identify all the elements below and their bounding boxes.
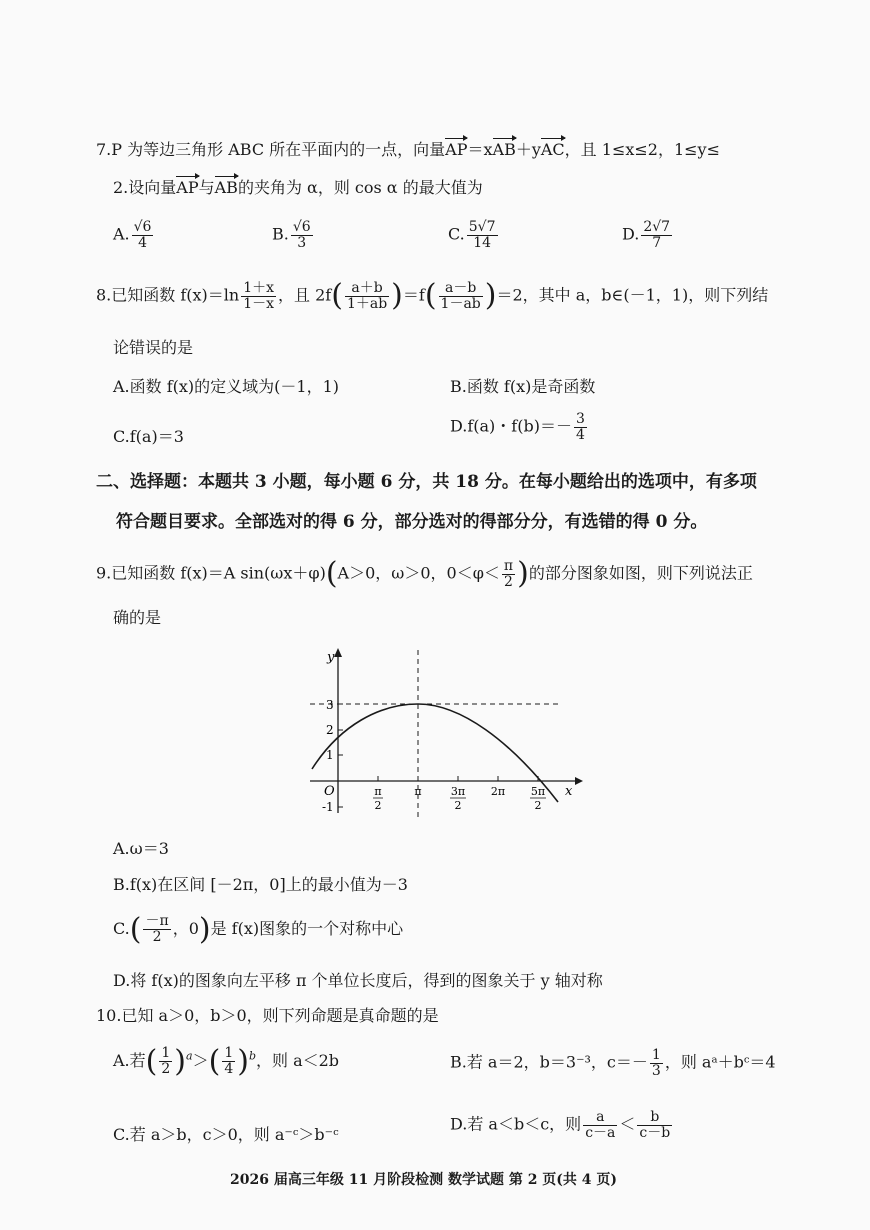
q10-option-c: C.若 a＞b，c＞0，则 a⁻ᶜ＞b⁻ᶜ bbox=[113, 1125, 339, 1144]
q9-option-a: A.ω＝3 bbox=[113, 839, 169, 858]
svg-text:π: π bbox=[414, 785, 422, 798]
section2-heading-line1: 二、选择题：本题共 3 小题，每小题 6 分，共 18 分。在每小题给出的选项中，有多项 bbox=[96, 472, 757, 492]
svg-text:3π: 3π bbox=[450, 785, 466, 798]
x-axis-arrow bbox=[575, 777, 583, 785]
y-axis-label: y bbox=[327, 650, 335, 665]
x-tick-pi bbox=[414, 785, 421, 798]
q9-line2: 确的是 bbox=[113, 608, 162, 627]
q9-option-b: B.f(x)在区间 [－2π，0]上的最小值为－3 bbox=[113, 875, 408, 894]
q7-option-c: C. $\frac{5√7}{14}$ bbox=[448, 219, 496, 251]
q9-line1: 9.已知函数 f(x)＝A sin(ωx＋φ)(A＞0，ω＞0，0＜φ＜ $\frac{\pi}{2}$ )的部分图象如图，则下列说法正 bbox=[96, 556, 753, 591]
x-axis-label: x bbox=[565, 784, 573, 799]
q8-option-a: A.函数 f(x)的定义域为(－1，1) bbox=[113, 377, 340, 396]
q10-stem: 10.已知 a＞0，b＞0，则下列命题是真命题的是 bbox=[96, 1006, 439, 1025]
sine-curve bbox=[312, 704, 558, 802]
q7-option-a: A. $\frac{√6}{4}$ bbox=[113, 219, 152, 251]
y-tick-neg1 bbox=[322, 800, 343, 814]
svg-text:3: 3 bbox=[326, 698, 334, 712]
svg-text:2: 2 bbox=[374, 799, 382, 812]
sine-graph bbox=[300, 645, 590, 820]
q8-option-c: C.f(a)＝3 bbox=[113, 427, 184, 446]
q10-option-b: B.若 a＝2，b＝3⁻³，c＝－ $\frac{1}{3}$ ，则 aᵃ＋bᶜ＝4 bbox=[450, 1047, 776, 1079]
q7-option-d: D. $\frac{2√7}{7}$ bbox=[622, 219, 671, 251]
svg-text:5π: 5π bbox=[530, 785, 546, 798]
y-axis-arrow bbox=[334, 648, 342, 657]
q7-option-b: B. $\frac{√6}{3}$ bbox=[272, 219, 311, 251]
q10-option-a: A.若( $\frac{1}{2}$ )$^a$＞( $\frac{1}{4}$ )$^b$，则 a＜2b bbox=[113, 1044, 340, 1079]
q9-option-d: D.将 f(x)的图象向左平移 π 个单位长度后，得到的图象关于 y 轴对称 bbox=[113, 971, 603, 990]
q8-line2: 论错误的是 bbox=[113, 338, 194, 357]
page-footer: 2026 届高三年级 11 月阶段检测 数学试题 第 2 页(共 4 页) bbox=[230, 1172, 618, 1188]
q7-line2: 2.设向量AP与AB的夹角为 α，则 cos α 的最大值为 bbox=[113, 178, 483, 197]
svg-text:2: 2 bbox=[454, 799, 462, 812]
svg-text:2: 2 bbox=[534, 799, 542, 812]
q7-line1: 7.P 为等边三角形 ABC 所在平面内的一点，向量AP＝xAB＋yAC，且 1≤x≤2，1≤y≤ bbox=[96, 140, 720, 159]
q9-option-c: C.( $\frac{-\pi}{2}$ ，0)是 f(x)图象的一个对称中心 bbox=[113, 912, 404, 947]
q8-line1: 8.已知函数 f(x)＝ln $\frac{1+x}{1-x}$ ，且 2f( $\frac{a+b}{1+ab}$ )＝f( $\frac{a-b}{1-ab}$ )＝2，其中 a，b∈(－1，1)，则下列结 bbox=[96, 278, 769, 313]
svg-text:2π: 2π bbox=[490, 785, 506, 798]
svg-text:2: 2 bbox=[326, 723, 334, 737]
section2-heading-line2: 符合题目要求。全部选对的得 6 分，部分选对的得部分分，有选错的得 0 分。 bbox=[116, 512, 708, 532]
q8-option-b: B.函数 f(x)是奇函数 bbox=[450, 377, 596, 396]
svg-text:1: 1 bbox=[326, 748, 334, 762]
y-tick-1 bbox=[326, 748, 343, 762]
svg-text:-1: -1 bbox=[322, 800, 334, 814]
q10-option-d: D.若 a＜b＜c，则 $\frac{a}{c-a}$ ＜ $\frac{b}{c-b}$ bbox=[450, 1109, 671, 1141]
q8-option-d: D.f(a)・f(b)＝－ $\frac{3}{4}$ bbox=[450, 411, 585, 443]
y-tick-3 bbox=[326, 698, 343, 712]
x-tick-2pi bbox=[491, 776, 505, 798]
svg-text:π: π bbox=[374, 785, 382, 798]
origin-label: O bbox=[324, 784, 335, 799]
